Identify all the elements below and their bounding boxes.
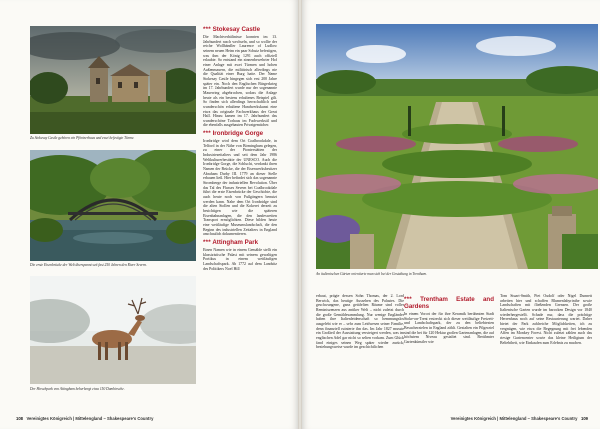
attingham-text: Einen Namen wie in einem Gemälde stellt ein klassizistische Palast mit seinem gewaltigen Portikus in einem weitläufigen Landschaftspark. Ab 1772 auf dem Landsitz des Politikers Noel Hill — [203, 247, 277, 271]
left-page-number: 108 — [16, 416, 23, 421]
left-page — [0, 0, 298, 429]
attingham-heading: *** Attingham Park — [203, 238, 259, 246]
spread-col-b: erbaut, prägte dessen Sohn Thomas, der 2. Lord Berwick, das heutige Aussehen des Palastes. Die geschwungene, ganz getäfelten Räume sind voller Reminiszenzen aus antiker Welt – nicht zuletzt durch die große Gemäldesammlung. Nur wenige Engländer haben ihre Italienleidenschaft so hemmungslos ausgelebt wie er – sehr zum Leidwesen seiner Familie, denn finanziell ruinierte ihn das. Im Jahr 1827 musste ein Großteil der Ausstattung versteigert werden, was im englischen Adel gar nicht so selten vorkam. Zum Glück fand einiges seinen Weg später wieder zurück; beziehungsweise wurde im geschichtlichen — [316, 294, 404, 350]
left-footer-section: Vereinigtes Königreich | Mittelengland – Shakespeare's Country — [26, 416, 154, 421]
stokesay-caption: Zu Stokesay Castle gehören ein Pförtnerhaus und zwei befestigte Türme. — [30, 136, 135, 140]
trentham-heading: *** Trentham Estate and Gardens — [404, 296, 494, 310]
ironbridge-text: Ironbridge wird dem Ort Coalbrookdale, in Telford in der Nähe von Birmingham gelegen, zu einer der Pionierstätten der Industriezeitalters und seit dem Jahr 1986 Weltkulturerbestätte der UNESCO. Auch die Ironbridge Gorge, die Schlucht, verdankt ihren Namen der Brücke, die der Eisenwerksbesitzer Abraham Darby III. 1779 an dieser Stelle erbauen ließ. Hier befindet sich das sogenannte Stromberge der industriellen Revolution. Über das Tal des Flusses Severn bei Coalbrookdale führt die erste Eisenbrücke der Geschichte, die auch heute noch von Fußgängern benutzt werden kann. Nahe dem Ort Ironbridge sind die alten Stollen und die Kokerei derzeit zu besichtigen wie die späteren Eisenbahnanlagen, die den landesweiten Transport ermöglichten. Diese bilden heute eine weitläufige Museumslandschaft, die den Beginn des industriellen Zeitalters in England anschaulich dokumentieren. — [203, 139, 277, 237]
stokesay-castle-photo — [30, 26, 196, 134]
trentham-caption: An italienischen Gärten orientierte man sich bei der Gestaltung in Trentham. — [316, 272, 427, 276]
trentham-text-1: In einem Vorort der für ihre Keramik berühmten Stadt Stoke-on-Trent erstreckt sich dieser weitläufige Freizeit- und Landschaftspark, der zu den beliebtesten Besucherzielen in England zählt. Gestalten ein Pilgerziel sind die bei für 120 Hektar großen Gartenanlagen, die auf höchstem Niveau gestaltet sind. Berühmter Gartenkünstler wie — [404, 312, 494, 344]
trentham-gardens-photo — [316, 24, 598, 269]
right-text-col-1 — [404, 294, 494, 386]
deer-photo — [30, 276, 196, 384]
stokesay-text: Die Machtverhältnisse konnten im 13. Jahrhundert rasch wechseln, und so wollte der reiche Wollhändler Laurence of Ludlow seinem neuen Heim ein paar Schutz befestigen, was ihm der König 1291 auch offiziell erlaubte. So entstand ein zinnenbewehrter Hof einer Anlage mit zwei Türmen und hohen Außenmauern, die militärisch allerdings nie die Qualität einer Burg hatte. Der Name Stokesay Castle hingegen sich erst 200 Jahre später ein. Noch den Englischen Bürgerkrieg im 17. Jahrhundert wurde nur der sogenannte Mauerring abgebrochen, sodass die Anlage heute als ein bestens erhaltenes Beispiel gilt. So finden sich allerdings herrschaftlich und wunderschön erhaltene Handwerkskunst eine etwa das originale Fachwerkhaus der Great Hall. Hinzu kamen im 17. Jahrhundert das wunderschöne Torhaus im Fachwerkstil und die ebenfalls ausgebauten Privatgemächer. — [203, 35, 277, 128]
left-footer — [16, 416, 153, 421]
right-text-col-2: Tom Stuart-Smith, Piet Oudolf oder Nigel Dunnett arbeiten hier und schaffen Blumenlabyrinthe sowie Landschaften mit fließenden Grenzen. Der große Italienische Garten wurde im barocken Design vor 1840 wiederhergestellt. Schade nur, dass die prächtige Herrenhaus noch auf seine Restaurierung wartet. Daher bietet der Park zahlreiche Möglichkeiten, ich zu vergnügen, wie etwa die Begegnung mit frei lebenden Affen im Monkey Forest. Nicht zuletzt zählen auch das riesige Gartencenter sowie das kleine Heiligtum der Beliebtheit, wie Einkaufen zum Erlebnis zu machen. — [500, 294, 592, 345]
deer-caption: Der Hirschpark von Attingham beherbergt etwa 150 Damhirsche. — [30, 387, 125, 391]
left-text-column — [203, 24, 277, 376]
ironbridge-heading: *** Ironbridge Gorge — [203, 130, 264, 138]
right-footer — [451, 416, 588, 421]
stokesay-heading: *** Stokesay Castle — [203, 26, 261, 33]
right-footer-section: Vereinigtes Königreich | Mittelengland – Shakespeare's Country — [450, 416, 578, 421]
right-page-number: 109 — [581, 416, 588, 421]
ironbridge-photo — [30, 150, 196, 261]
ironbridge-caption: Die erste Eisenbrücke der Welt überspannt seit fast 250 Jahren den River Severn. — [30, 263, 148, 267]
